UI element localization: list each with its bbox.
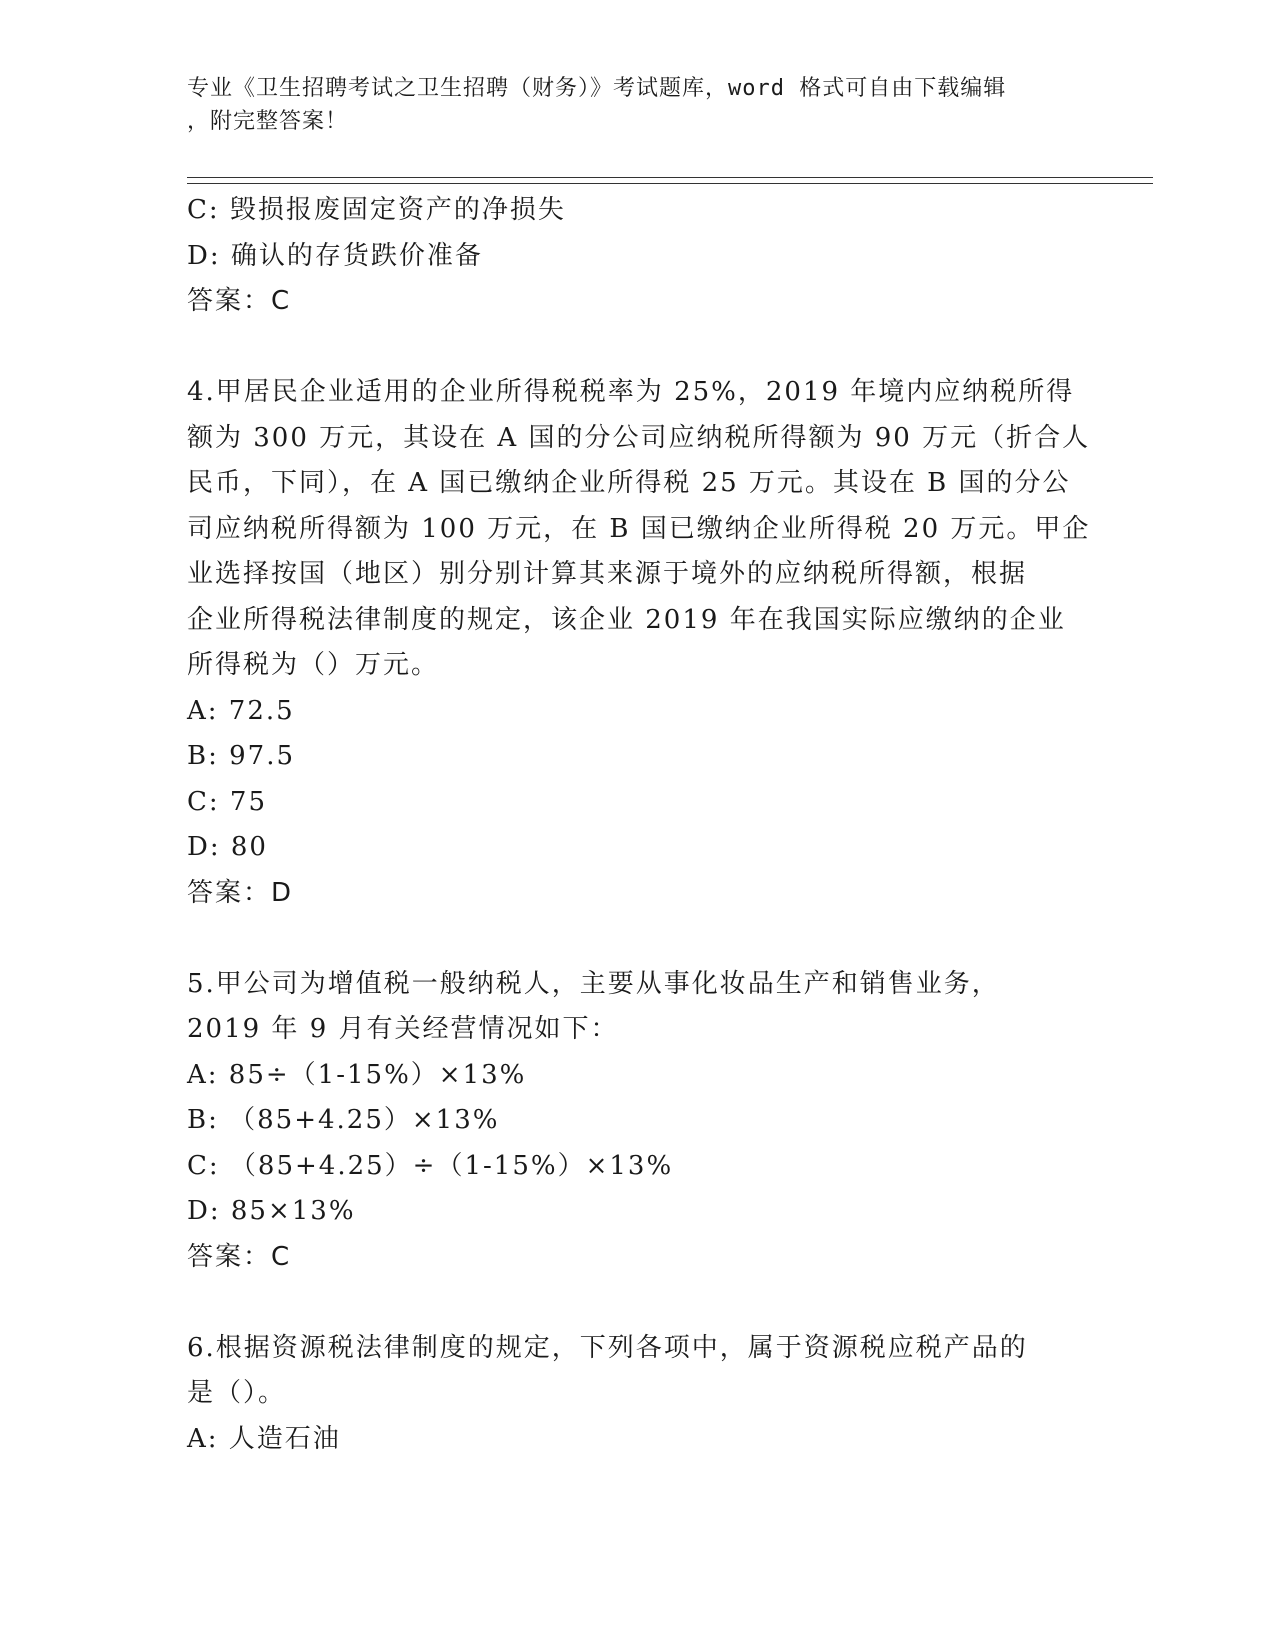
q4-option-b: B: 97.5	[187, 741, 296, 771]
prev-answer: 答案：C	[187, 286, 292, 316]
q5-answer: 答案：C	[187, 1241, 292, 1272]
document-body	[187, 188, 1091, 1462]
q4-stem-line: 额为 300 万元，其设在 A 国的分公司应纳税所得额为 90 万元（折合人	[187, 422, 1091, 453]
q4-stem-line: 司应纳税所得额为 100 万元，在 B 国已缴纳企业所得税 20 万元。甲企	[187, 513, 1091, 544]
header-line-2: ，附完整答案！	[187, 109, 349, 134]
q4-stem-line: 业选择按国（地区）别分别计算其来源于境外的应纳税所得额，根据	[187, 559, 1028, 589]
q4-stem-line: 所得税为（）万元。	[187, 650, 440, 680]
q6-option-a: A: 人造石油	[187, 1423, 341, 1454]
q4-option-c: C: 75	[187, 786, 268, 817]
spacer	[187, 1280, 1087, 1326]
prev-option-d: D: 确认的存货跌价准备	[187, 240, 483, 271]
q5-option-a: A: 85÷（1-15%）×13%	[187, 1059, 527, 1090]
q4-stem-line: 民币，下同），在 A 国已缴纳企业所得税 25 万元。其设在 B 国的分公	[187, 468, 1071, 498]
header-divider-bottom	[187, 183, 1153, 184]
q6-stem-line: 是（）。	[187, 1378, 287, 1408]
q4-stem-line: 4.甲居民企业适用的企业所得税税率为 25%，2019 年境内应纳税所得	[187, 377, 1075, 407]
q4-option-a: A: 72.5	[187, 695, 295, 726]
q5-option-b: B: （85+4.25）×13%	[187, 1105, 500, 1135]
q6-stem-line: 6.根据资源税法律制度的规定，下列各项中，属于资源税应税产品的	[187, 1332, 1028, 1363]
q5-option-d: D: 85×13%	[187, 1196, 356, 1226]
prev-option-c: C: 毁损报废固定资产的净损失	[187, 195, 566, 225]
q4-stem-line: 企业所得税法律制度的规定，该企业 2019 年在我国实际应缴纳的企业	[187, 604, 1066, 635]
spacer	[187, 325, 1087, 371]
document-header	[187, 72, 1067, 138]
q5-option-c: C: （85+4.25）÷（1-15%）×13%	[187, 1150, 674, 1181]
q4-option-d: D: 80	[187, 832, 268, 862]
header-line-1: 专业《卫生招聘考试之卫生招聘（财务）》考试题库，word 格式可自由下载编辑	[187, 76, 1007, 101]
header-divider-top	[187, 177, 1153, 178]
q5-stem-line: 5.甲公司为增值税一般纳税人，主要从事化妆品生产和销售业务，	[187, 968, 1000, 999]
q4-answer: 答案：D	[187, 877, 294, 908]
spacer	[187, 916, 1087, 962]
q5-stem-line: 2019 年 9 月有关经营情况如下：	[187, 1014, 619, 1044]
